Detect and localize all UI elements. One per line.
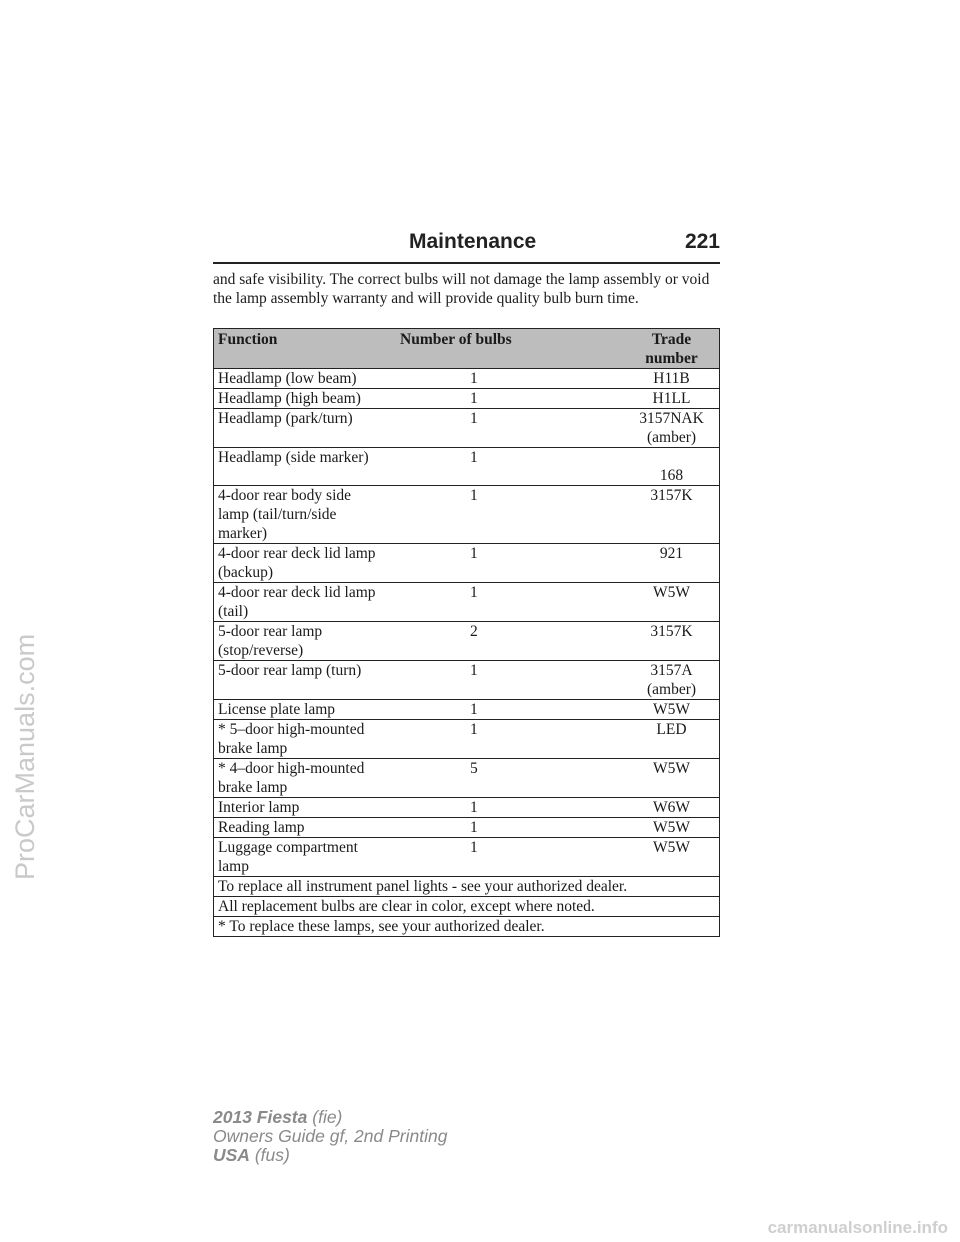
cell-trade: 3157NAK (amber) xyxy=(624,409,720,448)
table-row xyxy=(214,720,720,759)
cell-function: 4-door rear deck lid lamp (tail) xyxy=(214,583,381,622)
table-row xyxy=(214,409,720,448)
cell-function: 5-door rear lamp (turn) xyxy=(214,661,381,700)
cell-count: 1 xyxy=(380,661,624,700)
table-row xyxy=(214,818,720,838)
table-row xyxy=(214,661,720,700)
footer-market-code: (fus) xyxy=(254,1145,290,1165)
table-row xyxy=(214,759,720,798)
cell-trade: W5W xyxy=(624,759,720,798)
section-title: Maintenance xyxy=(409,230,537,253)
cell-count: 1 xyxy=(380,720,624,759)
table-row xyxy=(214,700,720,720)
table-row xyxy=(214,369,720,389)
page-header xyxy=(213,228,720,264)
table-row xyxy=(214,389,720,409)
cell-function: 4-door rear deck lid lamp (backup) xyxy=(214,544,381,583)
table-note: * To replace these lamps, see your authorized dealer. xyxy=(214,917,720,937)
cell-function: * 4–door high-mounted brake lamp xyxy=(214,759,381,798)
cell-function: Headlamp (high beam) xyxy=(214,389,381,409)
cell-function: Headlamp (side marker) xyxy=(214,448,381,486)
cell-trade: 168 xyxy=(624,448,720,486)
cell-trade: H1LL xyxy=(624,389,720,409)
cell-function: 5-door rear lamp (stop/reverse) xyxy=(214,622,381,661)
cell-count: 1 xyxy=(380,838,624,877)
table-row xyxy=(214,838,720,877)
cell-function: License plate lamp xyxy=(214,700,381,720)
cell-trade: LED xyxy=(624,720,720,759)
table-note-row xyxy=(214,917,720,937)
cell-function: Reading lamp xyxy=(214,818,381,838)
cell-count: 1 xyxy=(380,798,624,818)
cell-trade: W5W xyxy=(624,838,720,877)
cell-trade: W5W xyxy=(624,583,720,622)
cell-function: * 5–door high-mounted brake lamp xyxy=(214,720,381,759)
table-header-row xyxy=(214,329,720,369)
side-watermark-text: ProCarManuals.com xyxy=(10,633,40,880)
cell-count: 1 xyxy=(380,369,624,389)
cell-count: 1 xyxy=(380,818,624,838)
cell-count: 1 xyxy=(380,448,624,486)
intro-paragraph: and safe visibility. The correct bulbs will not damage the lamp assembly or void the lamp assembly warranty and will provide quality bulb burn time. xyxy=(213,271,710,307)
table-row xyxy=(214,798,720,818)
page-number: 221 xyxy=(684,230,720,253)
cell-trade: W6W xyxy=(624,798,720,818)
table-row xyxy=(214,622,720,661)
cell-function: 4-door rear body side lamp (tail/turn/side marker) xyxy=(214,486,381,544)
cell-trade: W5W xyxy=(624,818,720,838)
table-note: All replacement bulbs are clear in color, except where noted. xyxy=(214,897,720,917)
cell-function: Luggage compartment lamp xyxy=(214,838,381,877)
column-header-function: Function xyxy=(214,329,381,369)
table-note: To replace all instrument panel lights - see your authorized dealer. xyxy=(214,877,720,897)
footer-market: USA xyxy=(213,1145,250,1165)
footer-model: 2013 Fiesta xyxy=(213,1107,308,1127)
cell-trade: 3157K xyxy=(624,486,720,544)
cell-count: 5 xyxy=(380,759,624,798)
cell-trade: H11B xyxy=(624,369,720,389)
table-note-row xyxy=(214,877,720,897)
cell-trade: W5W xyxy=(624,700,720,720)
cell-function: Interior lamp xyxy=(214,798,381,818)
footer-model-code: (fie) xyxy=(312,1107,343,1127)
cell-count: 1 xyxy=(380,700,624,720)
cell-count: 1 xyxy=(380,486,624,544)
footer-line-1 xyxy=(213,1108,447,1127)
cell-count: 1 xyxy=(380,544,624,583)
table-row xyxy=(214,583,720,622)
cell-function: Headlamp (low beam) xyxy=(214,369,381,389)
footer-line-2: Owners Guide gf, 2nd Printing xyxy=(213,1126,448,1146)
cell-count: 1 xyxy=(380,409,624,448)
footer-line-3 xyxy=(213,1146,447,1165)
cell-function: Headlamp (park/turn) xyxy=(214,409,381,448)
cell-count: 2 xyxy=(380,622,624,661)
table-note-row xyxy=(214,897,720,917)
cell-trade: 921 xyxy=(624,544,720,583)
table-row xyxy=(214,486,720,544)
cell-trade: 3157A (amber) xyxy=(624,661,720,700)
cell-count: 1 xyxy=(380,389,624,409)
bulb-table xyxy=(213,328,720,937)
table-row xyxy=(214,448,720,486)
column-header-trade: Trade number xyxy=(624,329,720,369)
bottom-watermark: carmanualsonline.info xyxy=(767,1218,948,1237)
cell-count: 1 xyxy=(380,583,624,622)
cell-trade: 3157K xyxy=(624,622,720,661)
document-footer xyxy=(213,1108,447,1165)
column-header-count: Number of bulbs xyxy=(380,329,624,369)
table-row xyxy=(214,544,720,583)
